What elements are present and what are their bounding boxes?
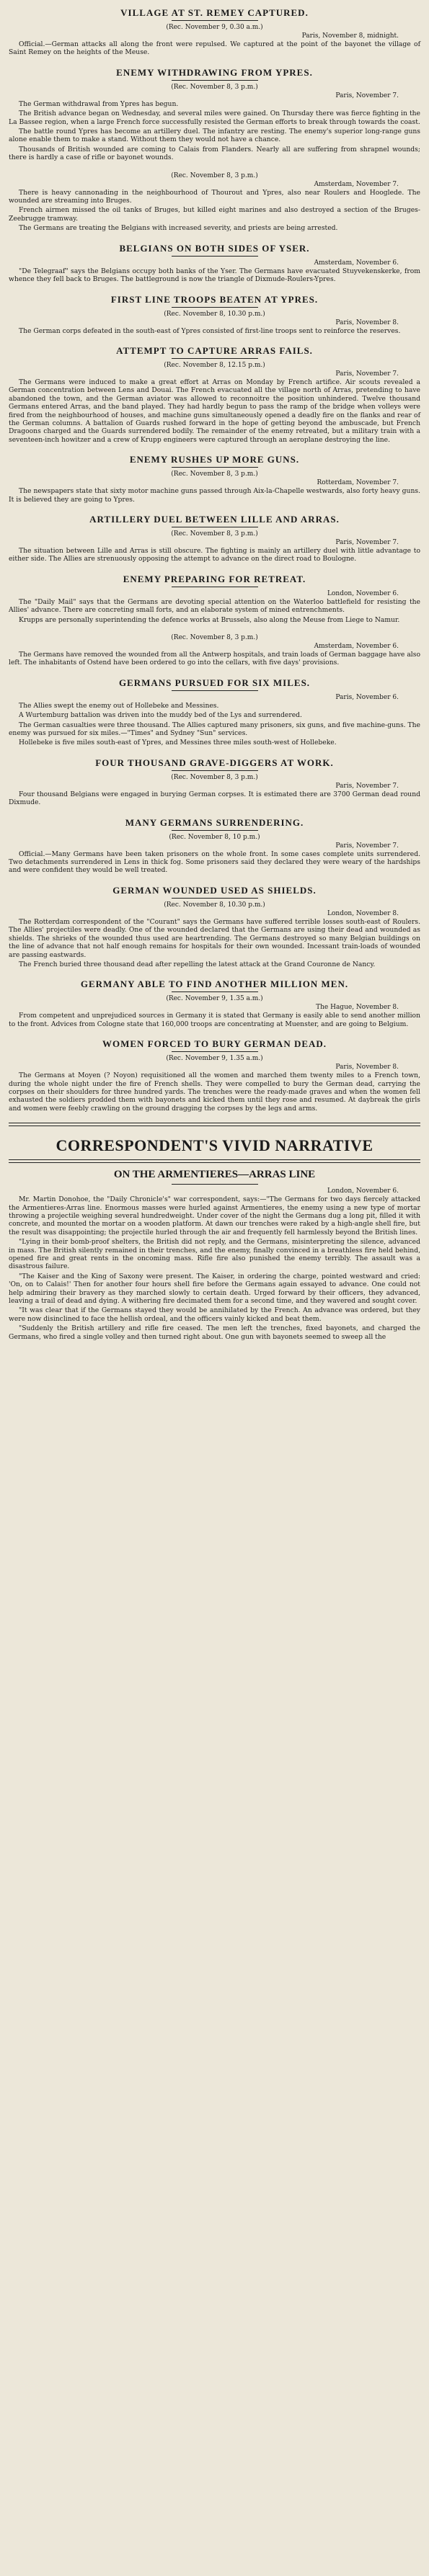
article-place: Paris, November 6. [335,693,399,701]
article [9,67,420,162]
article-paragraph: The "Daily Mail" says that the Germans are devoting special attention on the Waterloo battlefield for resisting the Allies' advance. There are concreting small forts, and an elaborate system of mined entrenchments. [9,597,420,615]
article-paragraph: Hollebeke is five miles south-east of Ypres, and Messines three miles south-west of Hollebeke. [19,739,337,747]
article-paragraph: A Wurtemburg battalion was driven into the muddy bed of the Lys and surrendered. [19,711,302,720]
article-place: Amsterdam, November 6. [314,259,399,267]
feature-place: London, November 6. [327,1187,399,1195]
feature-paragraph: Mr. Martin Donohoe, the "Daily Chronicle's" war correspondent, says:—"The Germans for two days fiercely attacked the Armentieres-Arras line. Enormous masses were hurled against Armentieres, the enemy using a new type of mortar throwing a projectile weighing several hundredweight. Under cover of the night the Germans dug a long pit, filled it with concrete, and mounted the mortar on a wooden platform. At dawn our trenches were raked by a high-angle shell fire, but the result was disappointing; the projectile hurled through the air and frequently fell harmlessly beyond the British lines. [9,1195,420,1236]
headline-rule [172,256,258,257]
article-paragraph: There is heavy cannonading in the neighbourhood of Thourout and Ypres, also near Roulers and Hooglede. The wounded are streaming into Bruges. [9,188,420,205]
article-paragraph: The Germans have removed the wounded from all the Antwerp hospitals, and train loads of German baggage have also left. The inhabitants of Ostend have been ordered to go into the cellars, with five days' provisions. [9,651,420,667]
feature-paragraph: "Suddenly the British artillery and rifle fire ceased. The men left the trenches, fixed bayonets, and charged the Germans, who fired a single volley and then turned right about. One gun with bayonets seemed to sweep all the [9,1324,420,1341]
article-dateline: (Rec. November 8, 3 p.m.) [171,530,258,538]
article-headline: FOUR THOUSAND GRAVE-DIGGERS AT WORK. [95,757,334,768]
article-paragraph: The German corps defeated in the south-east of Ypres consisted of first-line troops sent to reinforce the reserves. [19,326,401,335]
article-paragraph: The battle round Ypres has become an artillery duel. The infantry are resting. The enemy's superior long-range guns alone enable them to make a stand. Without them they would not have a chance. [9,128,420,144]
article-headline: GERMANY ABLE TO FIND ANOTHER MILLION MEN. [80,979,349,990]
article-dateline: (Rec. November 8, 10.30 p.m.) [164,901,265,909]
article-paragraph: Official.—Many Germans have been taken prisoners on the whole front. In some cases complete units surrendered. Two detachments surrendered in Lens in thick fog. Some prisoners said they declared they were weary of the hardships and were confident they would be well treated. [9,850,420,875]
article-place: London, November 6. [327,589,399,597]
article-paragraph: Official.—German attacks all along the front were repulsed. We captured at the point of the bayonet the village of Saint Remey on the heights of the Meuse. [9,40,420,57]
section-divider [9,1159,420,1163]
headline-rule [172,991,258,992]
article-headline: VILLAGE AT ST. REMEY CAPTURED. [120,7,309,18]
article-place: Paris, November 7. [335,782,399,790]
article [9,172,420,233]
headline-rule [172,1051,258,1052]
article-dateline: (Rec. November 8, 3 p.m.) [171,471,258,478]
article [9,514,420,563]
headline-rule [172,20,258,21]
article [9,757,420,807]
article-headline: ARTILLERY DUEL BETWEEN LILLE AND ARRAS. [89,513,340,525]
feature-paragraph: "The Kaiser and the King of Saxony were present. The Kaiser, in ordering the charge, pointed westward and cried: 'On, on to Calais!' Then for another four hours shell fire before the Germans again essayed to advance. One could not help admiring their bravery as they marched slowly to certain death. Urged forward by their officers, they advanced, leaving a trail of dead and dying. A withering fire decimated them for a second time, and they wavered and sought cover. [9,1272,420,1306]
article [9,574,420,624]
article-headline: WOMEN FORCED TO BURY GERMAN DEAD. [102,1038,327,1050]
article-paragraph: "De Telegraaf" says the Belgians occupy both banks of the Yser. The Germans have evacuated Stuyvekenskerke, from whence they fell back to Bruges. The battleground is now the triangle of Dixmude-Roulers-Ypres. [9,267,420,284]
feature-body [9,1195,420,1341]
article-paragraph: The German withdrawal from Ypres has begun. [19,99,179,108]
article-headline: FIRST LINE TROOPS BEATEN AT YPRES. [110,293,319,305]
article [9,1038,420,1113]
article-headline: ENEMY PREPARING FOR RETREAT. [123,573,306,584]
headline-rule [172,80,258,81]
article-paragraph: The German casualties were three thousand. The Allies captured many prisoners, six guns, and five machine-guns. The enemy was pursued for six miles.—"Times" and Sydney "Sun" services. [9,721,420,738]
article-paragraph: The Germans at Moyen (? Noyon) requisitioned all the women and marched them twenty miles to a French town, during the whole night under the fire of French shells. They were compelled to bury the German dead, carrying the corpses on their shoulders for three hundred yards. The trenches were the ready-made graves and when the women fell exhausted the soldiers prodded them with bayonets and kicked them until they rose and resumed. At daybreak the girls and women were feebly crawling on the ground dragging the corpses by the legs and arms. [9,1071,420,1113]
article-paragraph: Krupps are personally superintending the defence works at Brussels, also along the Meuse from Liege to Namur. [19,615,400,624]
newspaper-page [0,7,429,1341]
article-place: Amsterdam, November 7. [314,180,399,188]
article-headline: ENEMY RUSHES UP MORE GUNS. [129,454,300,465]
headline-rule [172,770,258,771]
article-paragraph: The Allies swept the enemy out of Hollebeke and Messines. [19,701,219,710]
article-headline: BELGIANS ON BOTH SIDES OF YSER. [119,242,310,254]
article-dateline: (Rec. November 8, 3 p.m.) [171,171,258,179]
article-paragraph: Four thousand Belgians were engaged in burying German corpses. It is estimated there are 3700 German dead round Dixmude. [9,790,420,807]
article-place: Paris, November 8. [335,318,399,326]
article-dateline: (Rec. November 9, 1.35 a.m.) [166,995,263,1003]
article-headline: GERMANS PURSUED FOR SIX MILES. [118,677,311,688]
headline-rule [172,690,258,691]
article [9,677,420,747]
article-place: Paris, November 7. [335,92,399,99]
article-paragraph: From competent and unprejudiced sources in Germany it is stated that Germany is easily able to send another million to the front. Advices from Cologne state that 160,000 troops are concentrating at Muenster, and are going to Belgium. [9,1012,420,1028]
article-place: Paris, November 7. [335,538,399,546]
section-divider [9,1123,420,1126]
article-paragraph: French airmen missed the oil tanks of Bruges, but killed eight marines and also destroyed a section of the Bruges-Zeebrugge tramway. [9,206,420,223]
article [9,885,420,968]
article-place: London, November 8. [327,909,399,917]
article-headline: GERMAN WOUNDED USED AS SHIELDS. [112,884,317,896]
article-place: The Hague, November 8. [316,1004,399,1012]
article [9,345,420,444]
article-headline: MANY GERMANS SURRENDERING. [125,816,304,828]
article-place: Paris, November 8, midnight. [301,32,399,40]
article-dateline: (Rec. November 8, 3 p.m.) [171,773,258,781]
article-paragraph: The Rotterdam correspondent of the "Courant" says the Germans have suffered terrible losses south-east of Roulers. The Allies' projectiles were deadly. One of the wounded declared that the Germans are using their dead and wounded as shields. The shrieks of the wounded thus used are heartrending. The Germans destroyed so many Belgian buildings on the line of advance that not half enough remains for hospitals for their own wounded. Incessant train-loads of wounded are passing eastwards. [9,917,420,959]
article [9,979,420,1028]
article-dateline: (Rec. November 8, 10.30 p.m.) [164,310,265,318]
article-paragraph: The situation between Lille and Arras is still obscure. The fighting is mainly an artillery duel with little advantage to either side. The Allies are strenuously opposing the attempt to advance on the direct road to Boulogne. [9,546,420,563]
article-paragraph: The Germans were induced to make a great effort at Arras on Monday by French artifice. Air scouts revealed a German concentration between Lens and Douai. The French evacuated all the village north of Arras, pretending to have abandoned the town, and the German aviator was allowed to reconnoitre the position unhindered. Twelve thousand Germans entered Arras, and the band played. They had hardly begun to pass the ramp of the bridge when volleys were fired from the neighbourhood of houses, and machine guns simultaneously opened a deadly fire on the flanks and rear of the German columns. A battalion of Guards rushed forward in the hope of getting beyond the ambuscade, but French Dragoons charged and the Guards surrendered bodily. The remainder of the enemy retreated, but a military train with a seventeen-inch howitzer and a crew of Krupp engineers were captured through an aeroplane destroying the line. [9,378,420,444]
article-dateline: (Rec. November 9, 1.35 a.m.) [166,1055,263,1063]
article-paragraph: The French buried three thousand dead after repelling the latest attack at the Grand Couronne de Nancy. [19,960,376,968]
article-place: Paris, November 7. [335,370,399,378]
article [9,243,420,284]
article-dateline: (Rec. November 8, 12.15 p.m.) [164,361,265,369]
article-dateline: (Rec. November 9, 0.30 a.m.) [166,24,263,31]
feature-paragraph: "Lying in their bomb-proof shelters, the British did not reply, and the Germans, misinterpreting the silence, advanced in mass. The British silently remained in their trenches, and the enemy, finally convinced in a breathless fire held behind, opened fire and great rents in the oncoming mass. Rifle fire also punished the enemy terribly. The assault was a disastrous failure. [9,1238,420,1271]
feature-title: CORRESPONDENT'S VIVID NARRATIVE [56,1136,373,1155]
article-paragraph: The Germans are treating the Belgians with increased severity, and priests are being arrested. [19,224,338,233]
article [9,817,420,875]
headline-rule [172,1184,258,1185]
article [9,7,420,57]
article-place: Paris, November 8. [335,1064,399,1071]
headline-rule [172,898,258,899]
feature-subtitle: ON THE ARMENTIERES—ARRAS LINE [113,1169,316,1181]
article [9,634,420,667]
article-headline: ATTEMPT TO CAPTURE ARRAS FAILS. [116,344,313,356]
article [9,454,420,504]
headline-rule [172,358,258,359]
article-paragraph: Thousands of British wounded are coming to Calais from Flanders. Nearly all are suffering from shrapnel wounds; there is hardly a case of rifle or bayonet wounds. [9,145,420,162]
article-dateline: (Rec. November 8, 3 p.m.) [171,634,258,641]
article-dateline: (Rec. November 8, 10 p.m.) [169,833,260,841]
article-dateline: (Rec. November 8, 3 p.m.) [171,83,258,91]
article-headline: ENEMY WITHDRAWING FROM YPRES. [116,66,313,78]
articles-column [9,7,420,1113]
article-place: Rotterdam, November 7. [317,479,399,487]
article-place: Amsterdam, November 6. [314,643,399,650]
article-paragraph: The newspapers state that sixty motor machine guns passed through Aix-la-Chapelle westwards, also forty heavy guns. It is believed they are going to Ypres. [9,487,420,504]
feature-paragraph: "It was clear that if the Germans stayed they would be annihilated by the French. An advance was ordered, but they were now disinclined to face the hellish ordeal, and the officers vainly kicked and beat them. [9,1306,420,1323]
article-paragraph: The British advance began on Wednesday, and several miles were gained. On Thursday there was fierce fighting in the La Bassee region, when a large French force successfully resisted the German efforts to break through towards the coast. [9,110,420,126]
headline-rule [172,467,258,468]
headline-rule [172,830,258,831]
headline-rule [172,307,258,308]
article [9,294,420,335]
article-place: Paris, November 7. [335,842,399,850]
